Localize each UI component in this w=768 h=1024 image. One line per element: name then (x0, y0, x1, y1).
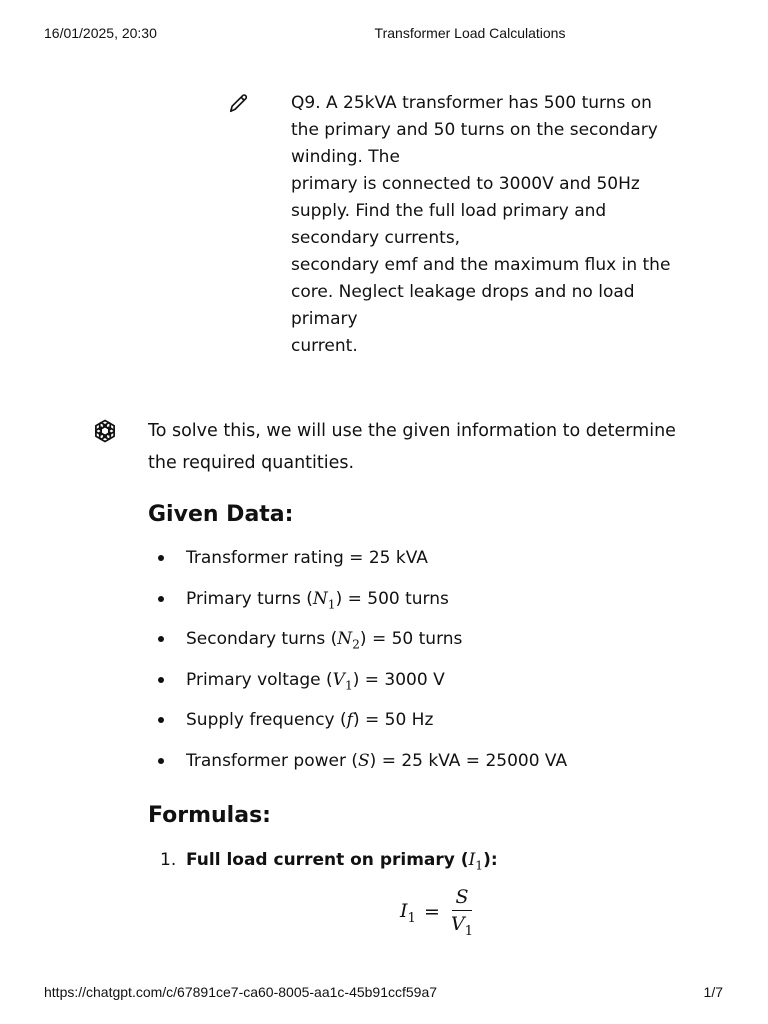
question-line: secondary currents, (291, 228, 461, 248)
question-line: core. Neglect leakage drops and no load (291, 282, 635, 302)
list-item: Transformer power (S) = 25 kVA = 25000 VA (148, 743, 567, 784)
print-datetime: 16/01/2025, 20:30 (44, 25, 157, 41)
list-item: Supply frequency (f) = 50 Hz (148, 702, 567, 743)
formula-item: 1. Full load current on primary $(I_1)$: (160, 845, 498, 880)
question-line: supply. Find the full load primary and (291, 201, 607, 221)
list-item: Secondary turns $(N_2) = 50$ turns (148, 621, 567, 662)
assistant-logo-icon (90, 416, 120, 446)
formulas-heading: Formulas: (148, 803, 271, 828)
given-data-list (148, 540, 567, 783)
list-item: Primary turns $(N_1) = 500$ turns (148, 581, 567, 622)
list-item: Transformer rating = 25 kVA (148, 540, 567, 581)
page-title: Transformer Load Calculations (374, 25, 566, 41)
question-line: Q9. A 25kVA transformer has 500 turns on (291, 93, 652, 113)
formula-number: 1. (160, 850, 177, 870)
question-line: secondary emf and the maximum flux in the (291, 255, 671, 275)
question-line: current. (291, 336, 358, 356)
fraction: $\frac{S}{V_1}$ (450, 886, 474, 939)
edit-pencil-icon[interactable] (228, 92, 250, 114)
page-url: https://chatgpt.com/c/67891ce7-ca60-8005-aa1c-45b91ccf59a7 (44, 984, 438, 1000)
answer-intro: To solve this, we will use the given information to determine the required quantities. (148, 421, 676, 473)
question-line: primary is connected to 3000V and 50Hz (291, 174, 640, 194)
user-question (291, 90, 671, 360)
given-data-heading: Given Data: (148, 502, 294, 527)
list-item: Primary voltage $(V_1) = 3000$ V (148, 662, 567, 703)
question-line: the primary and 50 turns on the secondary (291, 120, 658, 140)
primary-current-equation: $I_1$ = $\frac{S}{V_1}$ (400, 886, 476, 939)
page-number: 1/7 (703, 984, 723, 1000)
question-line: winding. The (291, 147, 400, 167)
question-line: primary (291, 309, 358, 329)
